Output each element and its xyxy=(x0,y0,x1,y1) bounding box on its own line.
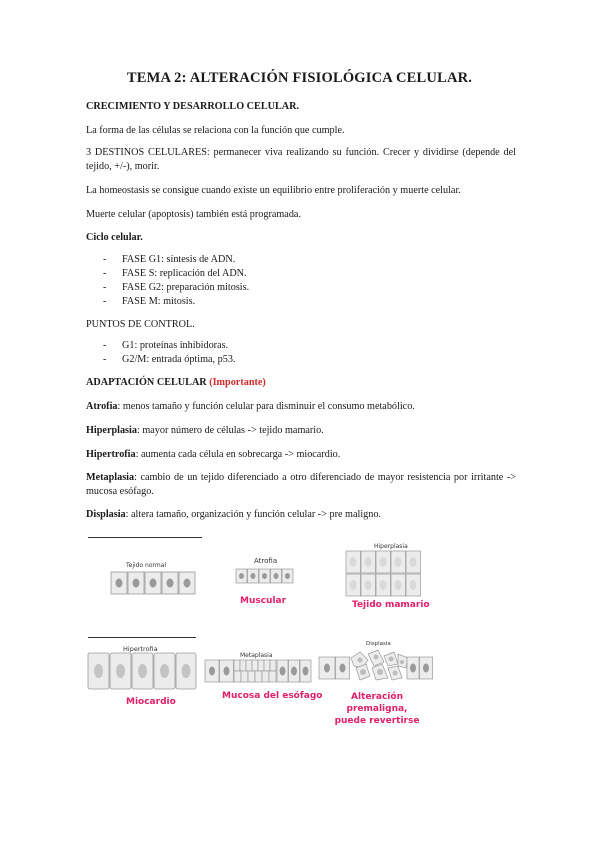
atrophy-illustration xyxy=(235,568,295,584)
definition-metaplasia: Metaplasia: cambio de un tejido diferenciado a otro diferenciado de mayor resistencia por irritante -> mucosa esófago. xyxy=(86,472,516,497)
list-bullet: - xyxy=(103,340,107,351)
paragraph-homeostasis: La homeostasis se consigue cuando existe un equilibrio entre proliferación y muerte celular. xyxy=(86,185,461,196)
importance-note: (Importante) xyxy=(209,377,266,388)
paragraph-cell-destinies: 3 DESTINOS CELULARES: permanecer viva realizando su función. Crecer y dividirse (depende del tejido, +/-), morir. xyxy=(86,147,516,172)
panel-caption-hipertrofia: Miocardio xyxy=(126,697,176,707)
divider-line xyxy=(88,637,196,638)
dysplasia-illustration xyxy=(318,648,434,684)
section-heading-adaptation: ADAPTACIÓN CELULAR (Importante) xyxy=(86,377,266,388)
paragraph-apoptosis: Muerte celular (apoptosis) también está programada. xyxy=(86,209,301,220)
panel-label-displasia: Displasia xyxy=(366,641,391,647)
panel-caption-displasia: Alteración premaligna, puede revertirse xyxy=(334,692,420,726)
panel-label-hiperplasia: Hiperplasia xyxy=(374,543,408,550)
panel-caption-metaplasia: Mucosa del esófago xyxy=(222,691,323,701)
definition-displasia: Displasia: altera tamaño, organización y función celular -> pre maligno. xyxy=(86,509,381,520)
panel-caption-hiperplasia: Tejido mamario xyxy=(352,600,430,610)
section-heading-control: PUNTOS DE CONTROL. xyxy=(86,319,195,330)
list-bullet: - xyxy=(103,254,107,265)
list-bullet: - xyxy=(103,282,107,293)
list-bullet: - xyxy=(103,268,107,279)
panel-label-hipertrofia: Hipertrofia xyxy=(123,645,158,653)
normal-tissue-illustration xyxy=(110,571,200,595)
panel-label-atrofia: Atrofia xyxy=(254,557,278,565)
document-page: TEMA 2: ALTERACIÓN FISIOLÓGICA CELULAR. CRECIMIENTO Y DESARROLLO CELULAR. La forma de las células se relaciona con la función que cumple. 3 DESTINOS CELULARES: permanecer viva realizando su función. Crecer y dividirse (depende del tejido, +/-), morir. La homeostasis se consigue cuando existe un equilibrio entre proliferación y muerte celular. Muerte celular (apoptosis) también está programada. Ciclo celular. - FASE G1: síntesis de ADN. - FASE S: replicación del ADN. - FASE G2: preparación mitosis. - FASE M: mitosis. PUNTOS DE CONTROL. - G1: proteínas inhibidoras. - G2/M: entrada óptima, p53. ADAPTACIÓN CELULAR (Importante) Atrofia: menos tamaño y función celular para disminuir el consumo metabólico. Hiperplasia: mayor número de células -> tejido mamario. Hipertrofia: aumenta cada célula en sobrecarga -> miocardio. Metaplasia: cambio de un tejido diferenciado a otro diferenciado de mayor resistencia por irritante -> mucosa esófago. Displasia: altera tamaño, organización y función celular -> pre maligno. Tejido normal Atrofia Muscular Hiperplasia Tejido mamario Hipertrofia Miocardio Metaplasia Mucosa del esófago Displasia Alteración premaligna, puede revertirse xyxy=(0,0,599,848)
hypertrophy-illustration xyxy=(87,652,197,690)
metaplasia-illustration xyxy=(204,659,312,683)
definition-hiperplasia: Hiperplasia: mayor número de células -> tejido mamario. xyxy=(86,425,324,436)
page-title: TEMA 2: ALTERACIÓN FISIOLÓGICA CELULAR. xyxy=(126,70,473,86)
paragraph-cell-shape: La forma de las células se relaciona con la función que cumple. xyxy=(86,125,345,136)
panel-label-metaplasia: Metaplasia xyxy=(240,652,273,659)
list-bullet: - xyxy=(103,354,107,365)
section-heading-cycle: Ciclo celular. xyxy=(86,232,143,243)
section-heading-growth: CRECIMIENTO Y DESARROLLO CELULAR. xyxy=(86,101,300,112)
hyperplasia-illustration xyxy=(345,550,421,598)
panel-caption-atrofia: Muscular xyxy=(240,596,287,606)
definition-hipertrofia: Hipertrofia: aumenta cada célula en sobrecarga -> miocardio. xyxy=(86,449,341,460)
panel-label-normal: Tejido normal xyxy=(126,562,167,569)
definition-atrofia: Atrofia: menos tamaño y función celular para disminuir el consumo metabólico. xyxy=(86,401,415,412)
divider-line xyxy=(88,537,202,538)
list-bullet: - xyxy=(103,296,107,307)
